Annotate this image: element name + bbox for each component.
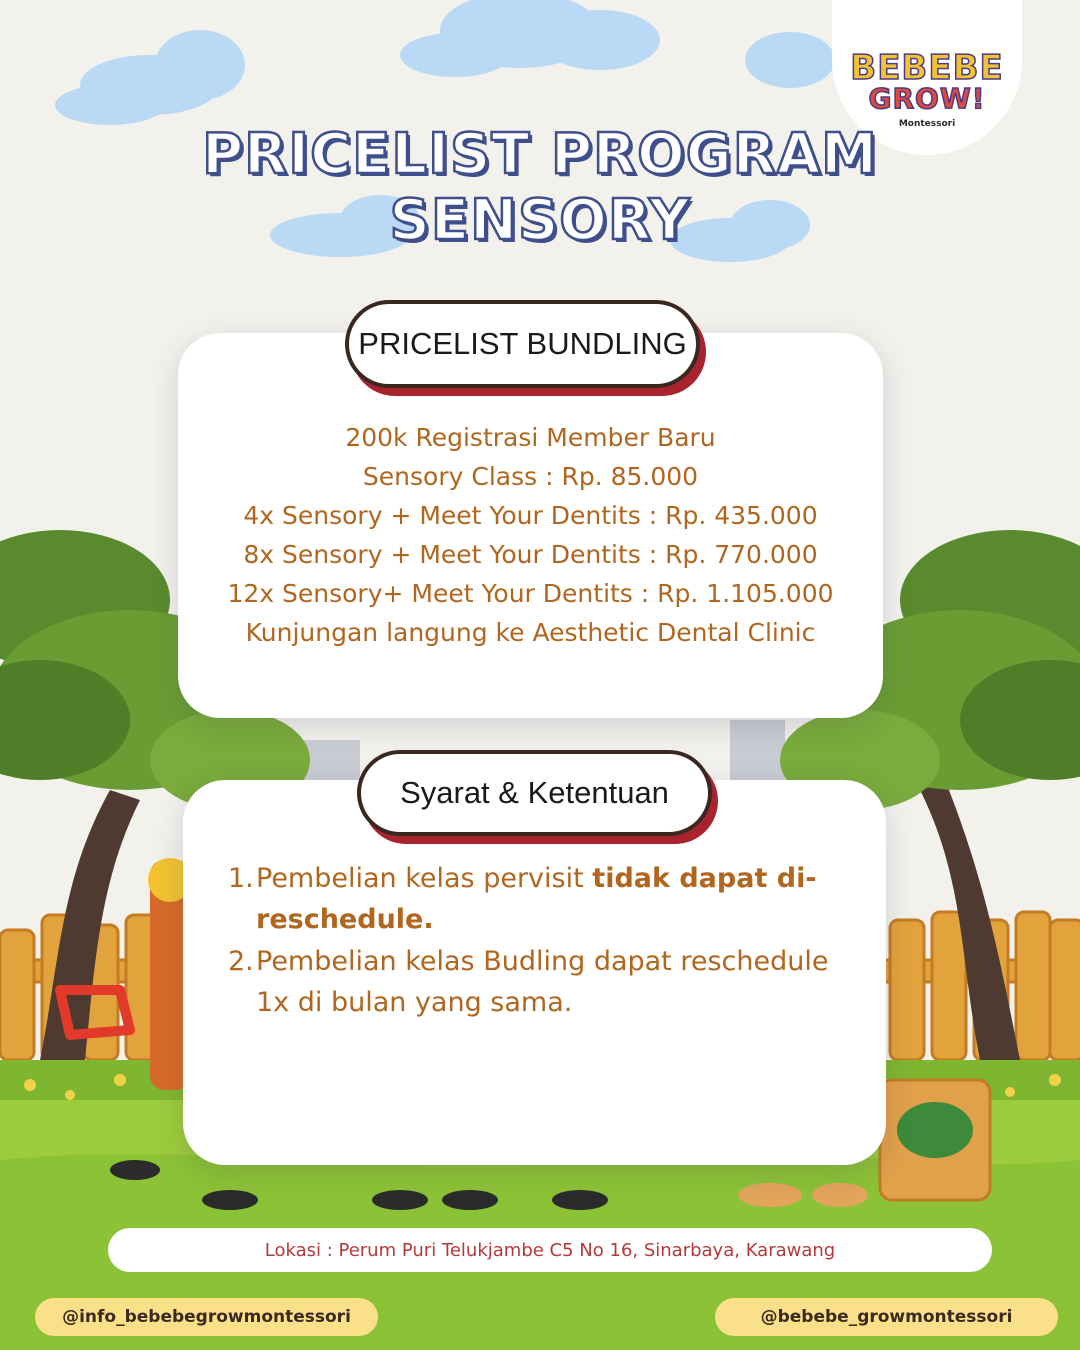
list-number: 1. — [228, 863, 254, 894]
list-number: 2. — [228, 946, 254, 977]
list-item: Sensory Class : Rp. 85.000 — [362, 462, 699, 491]
logo-subtitle: Montessori — [898, 119, 956, 129]
instagram-handle-right[interactable]: @bebebe_growmontessori — [715, 1298, 1058, 1336]
page-title-line1: PRICELIST PROGRAM — [202, 122, 878, 187]
page-title-line2: SENSORY — [389, 188, 691, 253]
list-item: 200k Registrasi Member Baru — [345, 423, 716, 452]
term-text: Pembelian kelas pervisit — [256, 863, 593, 894]
list-item: 4x Sensory + Meet Your Dentits : Rp. 435.000 — [243, 501, 818, 530]
terms-list — [228, 858, 848, 1024]
list-item: 8x Sensory + Meet Your Dentits : Rp. 770.000 — [243, 540, 818, 569]
list-item: Kunjungan langung ke Aesthetic Dental Clinic — [245, 618, 816, 647]
terms-heading: Syarat & Ketentuan — [357, 750, 712, 836]
list-item — [228, 941, 848, 1023]
instagram-handle-left[interactable]: @info_bebebegrowmontessori — [35, 1298, 378, 1336]
bundling-price-list — [178, 418, 883, 652]
location-bar: Lokasi : Perum Puri Telukjambe C5 No 16, Sinarbaya, Karawang — [108, 1228, 992, 1272]
term-text: Pembelian kelas Budling dapat reschedule 1x di bulan yang sama. — [256, 946, 829, 1018]
bundling-heading: PRICELIST BUNDLING — [345, 300, 700, 388]
term-text-bold: tidak dapat di-reschedule. — [256, 863, 817, 935]
list-item: 12x Sensory+ Meet Your Dentits : Rp. 1.105.000 — [227, 579, 834, 608]
page-title — [140, 122, 940, 254]
list-item — [228, 858, 848, 940]
logo-wordmark-bottom: GROW! — [868, 82, 986, 115]
logo-wordmark-top: BEBEBE — [850, 48, 1004, 88]
